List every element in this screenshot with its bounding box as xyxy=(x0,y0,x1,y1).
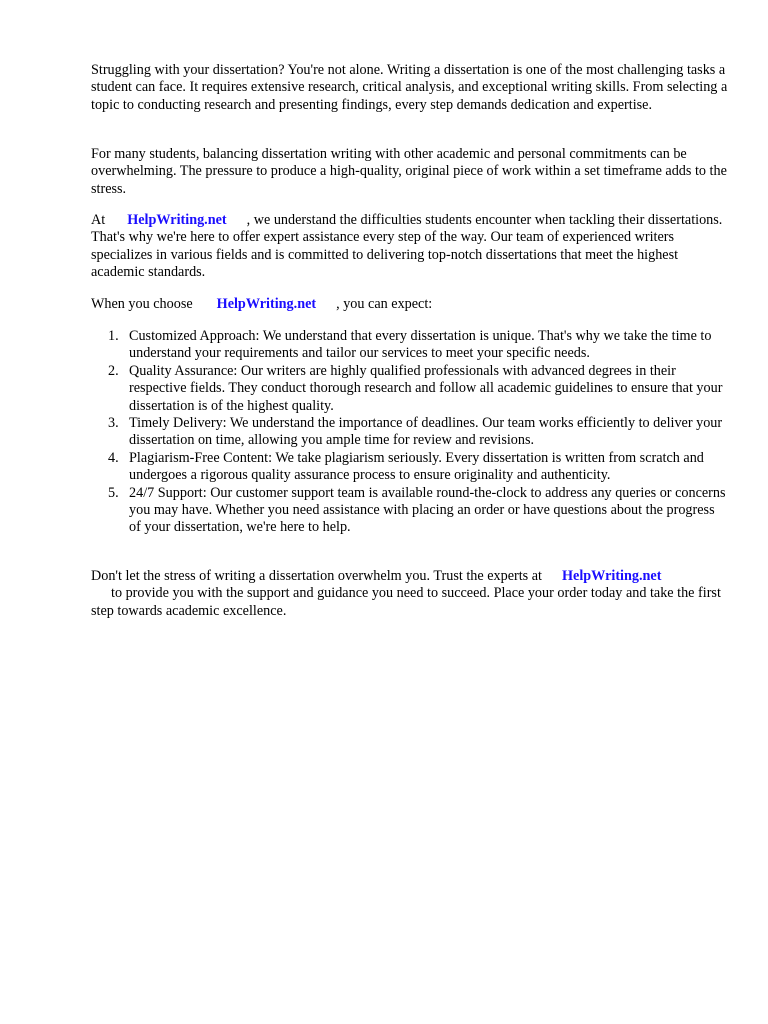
about-paragraph xyxy=(91,212,731,282)
list-item-text: Quality Assurance: Our writers are highly qualified professionals with advanced degrees in their respective fields. They conduct thorough research and follow all academic guidelines to ensure that your dissertation is of the highest quality. xyxy=(129,362,723,414)
benefits-list xyxy=(108,328,728,537)
list-item-text: Customized Approach: We understand that every dissertation is unique. That's why we take the time to understand your requirements and tailor our services to meet your specific needs. xyxy=(129,328,712,362)
list-item-number: 5. xyxy=(108,484,119,501)
list-item-text: 24/7 Support: Our customer support team is available round-the-clock to address any queries or concerns you may have. Whether you need assistance with placing an order or have questions about the progress of your dissertation, we're here to help. xyxy=(129,484,726,536)
expect-tail-text: , you can expect: xyxy=(336,296,433,312)
intro-paragraph: Struggling with your dissertation? You're not alone. Writing a dissertation is one of the most challenging tasks a student can face. It requires extensive research, critical analysis, and exceptional writing skills. From selecting a topic to conducting research and presenting findings, every step demands dedication and expertise. xyxy=(91,62,728,113)
list-item-number: 2. xyxy=(108,362,119,379)
helpwriting-link-about[interactable]: HelpWriting.net xyxy=(127,212,227,228)
closing-lead-text: Don't let the stress of writing a dissertation overwhelm you. Trust the experts at xyxy=(91,568,542,584)
list-item-number: 3. xyxy=(108,415,119,432)
about-lead-text: At xyxy=(91,212,106,228)
expect-paragraph xyxy=(91,296,731,313)
list-item-number: 1. xyxy=(108,328,119,344)
list-item xyxy=(108,485,728,537)
helpwriting-link-closing[interactable]: HelpWriting.net xyxy=(561,568,662,584)
helpwriting-link-expect[interactable]: HelpWriting.net xyxy=(216,296,317,312)
closing-paragraph xyxy=(91,568,736,620)
pressure-paragraph: For many students, balancing dissertation writing with other academic and personal commitments can be overwhelming. The pressure to produce a high-quality, original piece of work within a set timeframe adds to the stress. xyxy=(91,146,727,197)
about-body-text: , we understand the difficulties students encounter when tackling their dissertations. That's why we're here to offer expert assistance every step of the way. Our team of experienced writers specializes in various fields and is committed to delivering top-notch dissertations that meet the highest academic standards. xyxy=(91,212,723,281)
list-item xyxy=(108,415,728,450)
list-item xyxy=(108,363,728,415)
expect-lead-text: When you choose xyxy=(91,296,193,312)
list-item xyxy=(108,450,728,485)
list-item-text: Timely Delivery: We understand the importance of deadlines. Our team works efficiently to deliver your dissertation on time, allowing you ample time for review and revisions. xyxy=(129,415,723,449)
list-item-number: 4. xyxy=(108,449,119,466)
list-item-text: Plagiarism-Free Content: We take plagiarism seriously. Every dissertation is written from scratch and undergoes a rigorous quality assurance process to ensure originality and authenticity. xyxy=(129,449,704,484)
list-item xyxy=(108,328,728,363)
closing-body-text: to provide you with the support and guidance you need to succeed. Place your order today and take the first step towards academic excellence. xyxy=(91,585,721,619)
